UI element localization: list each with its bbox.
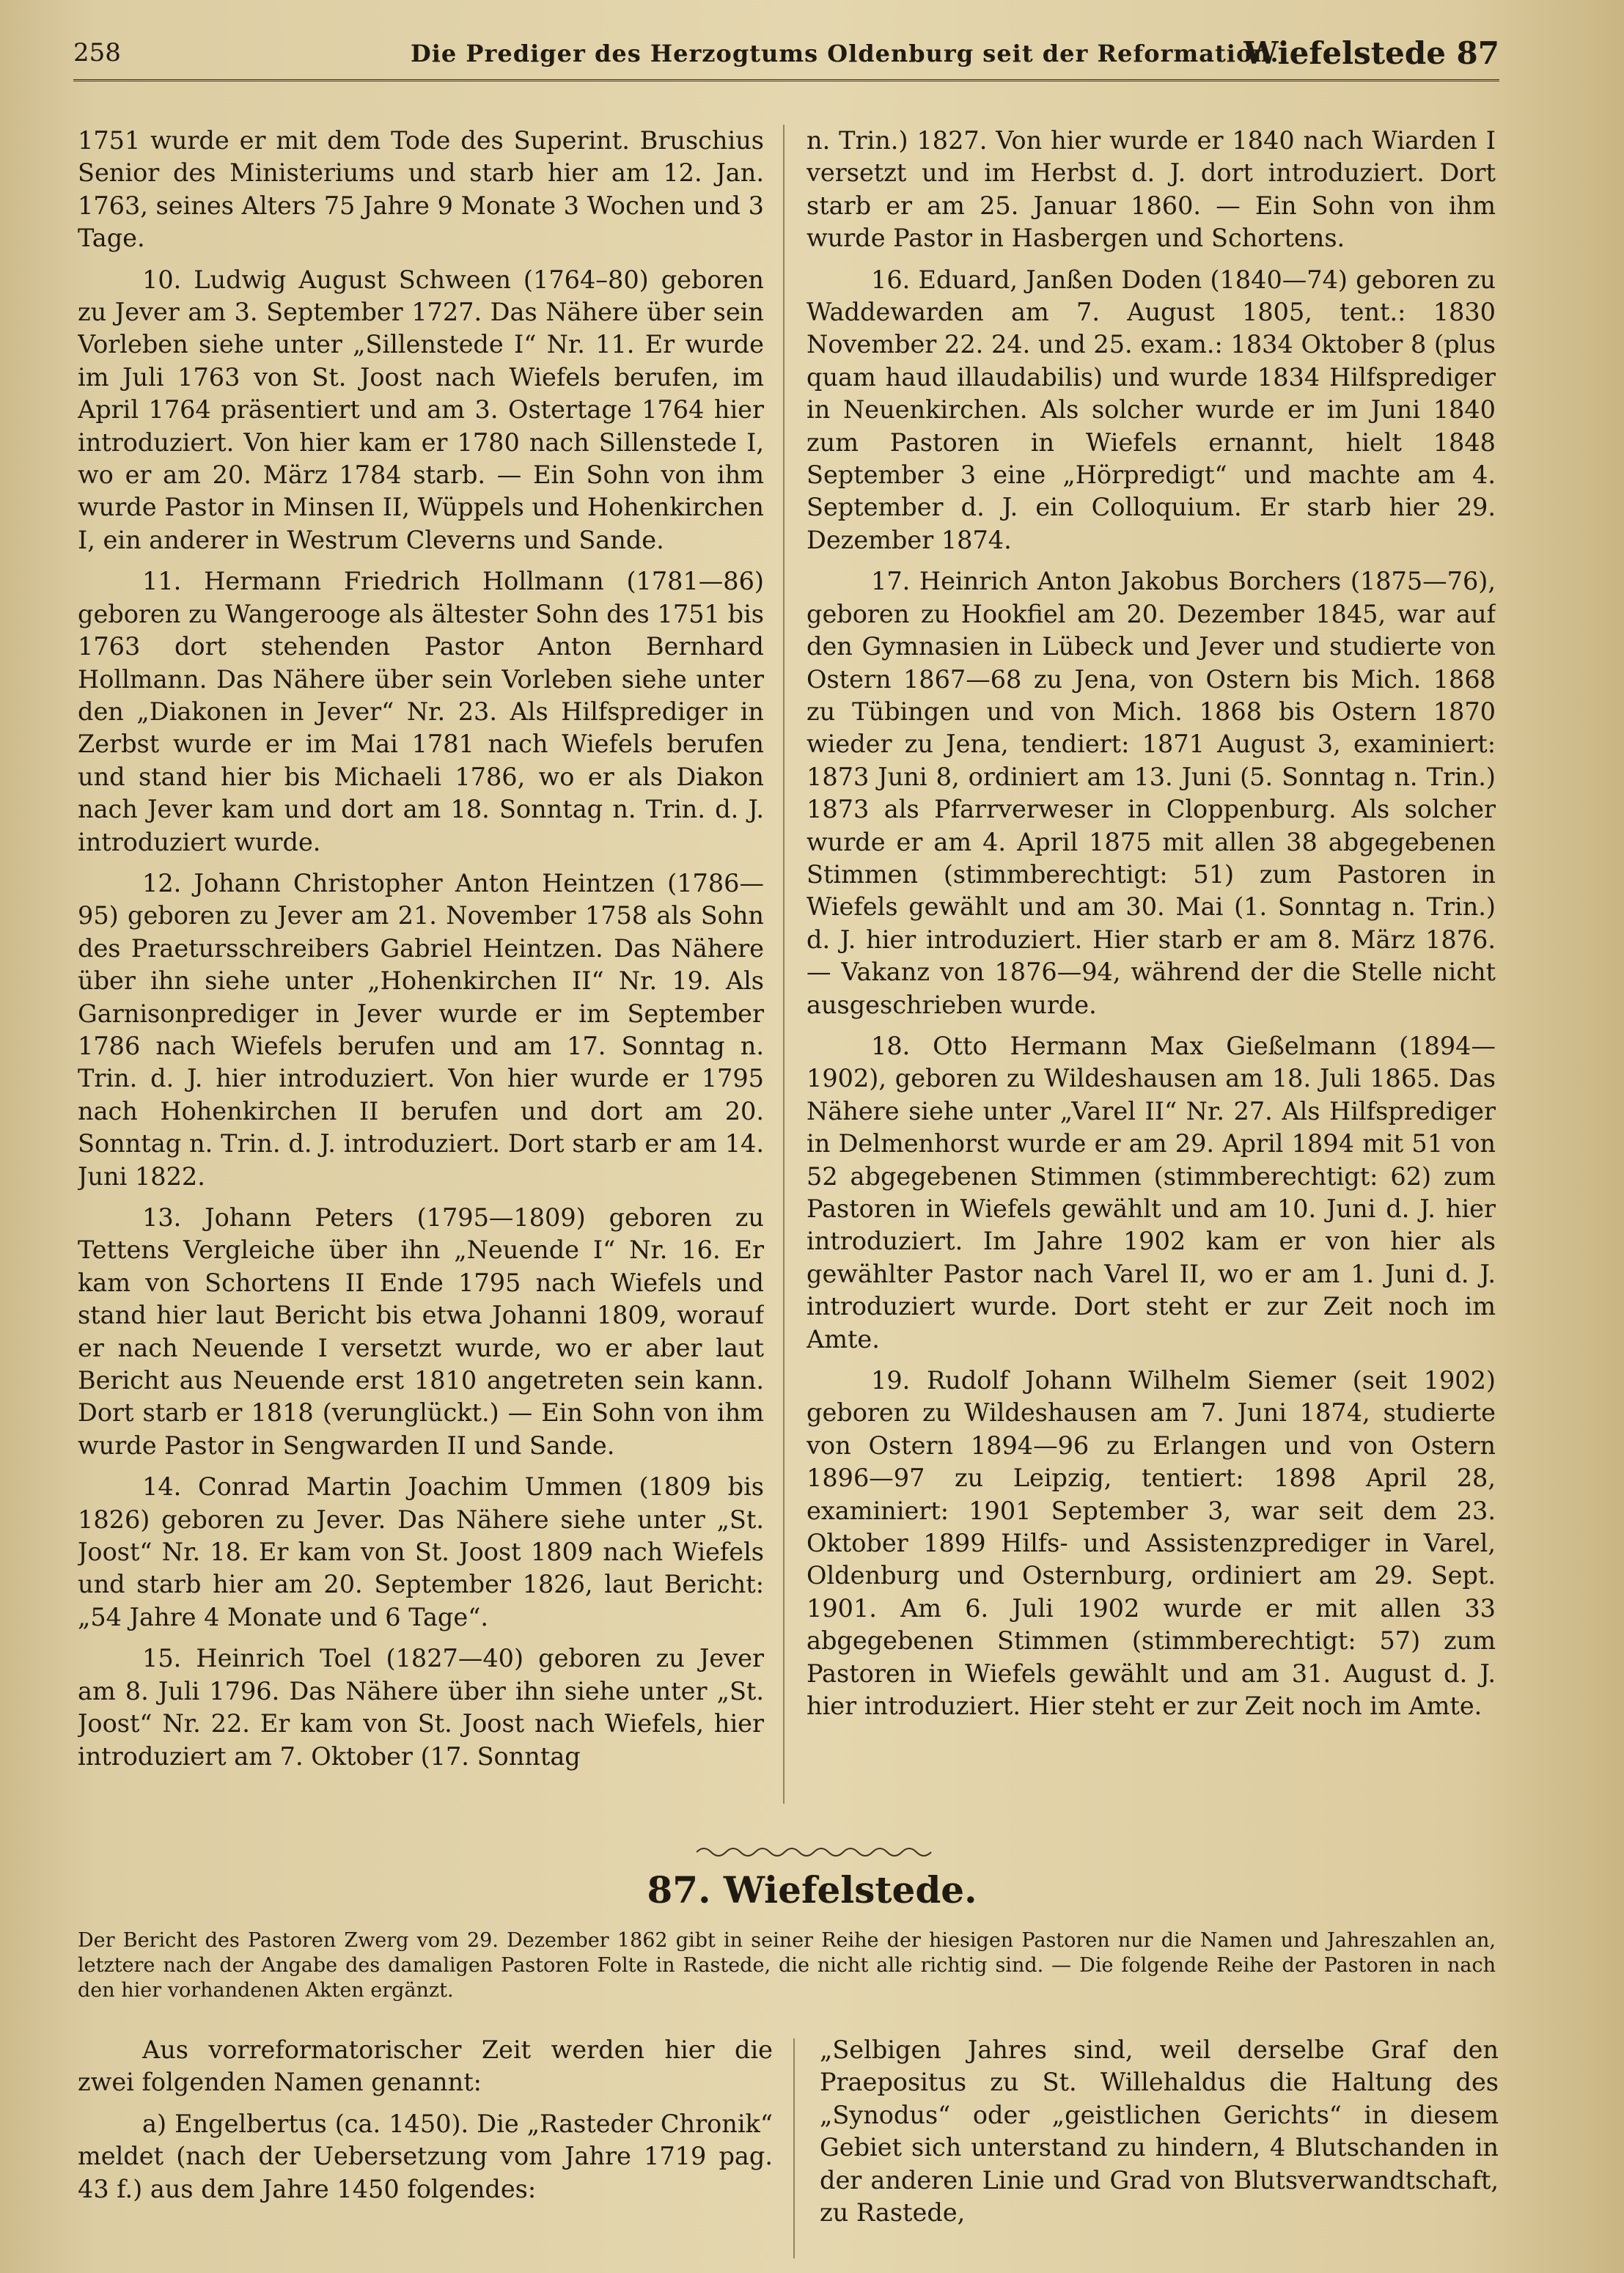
right-column	[807, 125, 1496, 1811]
entry-18-giesselmann: 18. Otto Hermann Max Gießelmann (1894—1902), geboren zu Wildeshausen am 18. Juli 1865. Das Nähere siehe unter „Varel II“ Nr. 27. Als Hilfsprediger in Delmenhorst wurde er am 29. April 1894 mit 51 von 52 abgegebenen Stimmen (stimmberechtigt: 62) zum Pastoren in Wiefels gewählt und am 10. Juni d. J. hier introduziert. Im Jahre 1902 kam er von hier als gewählter Pastor nach Varel II, wo er am 1. Juni d. J. introduziert wurde. Dort steht er zur Zeit noch im Amte.	[807, 1031, 1496, 1354]
entry-15-toel: 15. Heinrich Toel (1827—40) geboren zu Jever am 8. Juli 1796. Das Nähere über ihn siehe unter „St. Joost“ Nr. 22. Er kam von St. Joost nach Wiefels, hier introduziert am 7. Oktober (17. Sonntag	[78, 1644, 764, 1771]
entry-16-doden: 16. Eduard, Janßen Doden (1840—74) geboren zu Waddewarden am 7. August 1805, tent.: 1830 November 22. 24. und 25. exam.: 1834 Oktober 8 (plus quam haud illaudabilis) und wurde 1834 Hilfsprediger in Neuenkirchen. Als solcher wurde er im Juni 1840 zum Pastoren in Wiefels ernannt, hielt 1848 September 3 eine „Hörpredigt“ und machte am 4. September d. J. ein Colloquium. Er starb hier 29. Dezember 1874.	[807, 265, 1496, 554]
section-note-text: Der Bericht des Pastoren Zwerg vom 29. Dezember 1862 gibt in seiner Reihe der hiesigen Pastoren nur die Namen und Jahreszahlen an, letztere nach der Angabe des damaligen Pastoren Folte in Rastede, die nicht alle richtig sind. — Die folgende Reihe der Pastoren in nach den hier vorhandenen Akten ergänzt.	[78, 1929, 1496, 2002]
section-column-divider	[793, 2038, 795, 2258]
entry-17-borchers: 17. Heinrich Anton Jakobus Borchers (1875—76), geboren zu Hookfiel am 20. Dezember 1845, war auf den Gymnasien in Lübeck und Jever und studierte von Ostern 1867—68 zu Jena, von Ostern bis Mich. 1868 zu Tübingen und von Mich. 1868 bis Ostern 1870 wieder zu Jena, tendiert: 1871 August 3, examiniert: 1873 Juni 8, ordiniert am 13. Juni (5. Sonntag n. Trin.) 1873 als Pfarrverweser in Cloppenburg. Als solcher wurde er am 4. April 1875 mit allen 38 abgegebenen Stimmen (stimmberechtigt: 51) zum Pastoren in Wiefels gewählt und am 30. Mai (1. Sonntag n. Trin.) d. J. hier introduziert. Hier starb er am 8. März 1876. — Vakanz von 1876—94, während der die Stelle nicht ausgeschrieben wurde.	[807, 567, 1496, 1019]
left-column	[78, 125, 764, 1796]
running-title: Die Prediger des Herzogtums Oldenburg seit der Reformation.	[411, 40, 1279, 67]
column-divider	[783, 125, 785, 1804]
section-left-column	[78, 2034, 773, 2254]
entry-a-engelbertus: a) Engelbertus (ca. 1450). Die „Rasteder Chronik“ meldet (nach der Uebersetzung vom Jahre 1719 pag. 43 f.) aus dem Jahre 1450 folgendes:	[78, 2109, 773, 2203]
section-reference: Wiefelstede 87	[1243, 35, 1499, 71]
section-right-column	[820, 2034, 1499, 2254]
running-header	[73, 35, 1499, 81]
section-title: 87. Wiefelstede.	[647, 1868, 977, 1912]
entry-14-ummen: 14. Conrad Martin Joachim Ummen (1809 bis 1826) geboren zu Jever. Das Nähere siehe unter „St. Joost“ Nr. 18. Er kam von St. Joost 1809 nach Wiefels und starb hier am 20. September 1826, laut Bericht: „54 Jahre 4 Monate und 6 Tage“.	[78, 1472, 764, 1631]
section-intro: Aus vorreformatorischer Zeit werden hier die zwei folgenden Namen genannt:	[78, 2035, 773, 2097]
section-note	[78, 1928, 1496, 2003]
entry-10-schween: 10. Ludwig August Schween (1764–80) geboren zu Jever am 3. September 1727. Das Nähere über sein Vorleben siehe unter „Sillenstede I“ Nr. 11. Er wurde im Juli 1763 von St. Joost nach Wiefels berufen, im April 1764 präsentiert und am 3. Ostertage 1764 hier introduziert. Von hier kam er 1780 nach Sillenstede I, wo er am 20. März 1784 starb. — Ein Sohn von ihm wurde Pastor in Minsen II, Wüppels und Hohenkirchen I, ein anderer in Westrum Cleverns und Sande.	[78, 265, 764, 554]
page-number: 258	[73, 38, 121, 67]
left-paragraph-continuation: 1751 wurde er mit dem Tode des Superint. Bruschius Senior des Ministeriums und starb hier am 12. Jan. 1763, seines Alters 75 Jahre 9 Monate 3 Wochen und 3 Tage.	[78, 126, 764, 253]
section-ornament	[697, 1843, 938, 1861]
rasteder-chronik-quote: „Selbigen Jahres sind, weil derselbe Graf den Praepositus zu St. Willehaldus die Haltung des „Synodus“ oder „geistlichen Gerichts“ in diesem Gebiet sich unterstand zu hindern, 4 Blutschanden in der anderen Linie und Grad von Blutsverwandtschaft, zu Rastede,	[820, 2035, 1499, 2228]
right-paragraph-continuation: n. Trin.) 1827. Von hier wurde er 1840 nach Wiarden I versetzt und im Herbst d. J. dort introduziert. Dort starb er am 25. Januar 1860. — Ein Sohn von ihm wurde Pastor in Hasbergen und Schortens.	[807, 126, 1496, 253]
entry-12-heintzen: 12. Johann Christopher Anton Heintzen (1786—95) geboren zu Jever am 21. November 1758 als Sohn des Praetursschreibers Gabriel Heintzen. Das Nähere über ihn siehe unter „Hohenkirchen II“ Nr. 19. Als Garnisonprediger in Jever wurde er im September 1786 nach Wiefels berufen und am 17. Sonntag n. Trin. d. J. hier introduziert. Von hier wurde er 1795 nach Hohenkirchen II berufen und dort am 20. Sonntag n. Trin. d. J. introduziert. Dort starb er am 14. Juni 1822.	[78, 868, 764, 1191]
entry-11-hollmann: 11. Hermann Friedrich Hollmann (1781—86) geboren zu Wangerooge als ältester Sohn des 1751 bis 1763 dort stehenden Pastor Anton Bernhard Hollmann. Das Nähere über sein Vorleben siehe unter den „Diakonen in Jever“ Nr. 23. Als Hilfsprediger in Zerbst wurde er im Mai 1781 nach Wiefels berufen und stand hier bis Michaeli 1786, wo er als Diakon nach Jever kam und dort am 18. Sonntag n. Trin. d. J. introduziert wurde.	[78, 567, 764, 856]
entry-13-peters: 13. Johann Peters (1795—1809) geboren zu Tettens Vergleiche über ihn „Neuende I“ Nr. 16. Er kam von Schortens II Ende 1795 nach Wiefels und stand hier laut Bericht bis etwa Johanni 1809, worauf er nach Neuende I versetzt wurde, wo er aber laut Bericht aus Neuende erst 1810 angetreten sein kann. Dort starb er 1818 (verunglückt.) — Ein Sohn von ihm wurde Pastor in Sengwarden II und Sande.	[78, 1203, 764, 1460]
entry-19-siemer: 19. Rudolf Johann Wilhelm Siemer (seit 1902) geboren zu Wildeshausen am 7. Juni 1874, studierte von Ostern 1894—96 zu Erlangen und von Ostern 1896—97 zu Leipzig, tentiert: 1898 April 28, examiniert: 1901 September 3, war seit dem 23. Oktober 1899 Hilfs- und Assistenzprediger in Varel, Oldenburg und Osternburg, ordiniert am 29. Sept. 1901. Am 6. Juli 1902 wurde er mit allen 33 abgegebenen Stimmen (stimmberechtigt: 57) zum Pastoren in Wiefels gewählt und am 31. August d. J. hier introduziert. Hier steht er zur Zeit noch im Amte.	[807, 1366, 1496, 1721]
